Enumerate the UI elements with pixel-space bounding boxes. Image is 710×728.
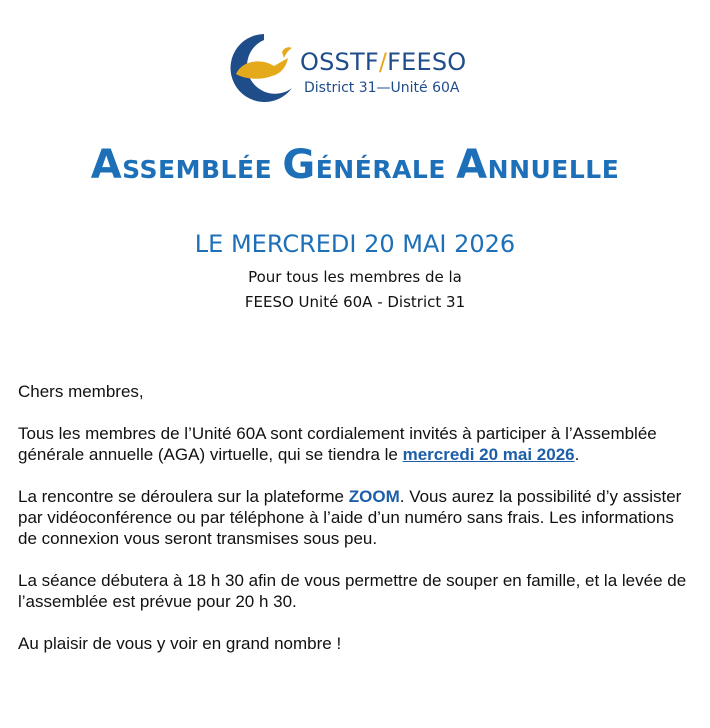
event-date: LE MERCREDI 20 MAI 2026 xyxy=(194,230,516,258)
closing-line: Au plaisir de vous y voir en grand nombre ! xyxy=(18,634,342,653)
audience-line-1: Pour tous les membres de la xyxy=(248,268,462,286)
paragraph-invitation: Tous les membres de l’Unité 60A sont cordialement invités à participer à l’Assemblée générale annuelle (AGA) virtuelle, qui se tiendra le mercredi 20 mai 2026. xyxy=(18,424,657,464)
logo-subtitle: District 31—Unité 60A xyxy=(304,80,460,96)
greeting: Chers membres, xyxy=(18,382,144,401)
zoom-highlight: ZOOM xyxy=(348,487,400,506)
letter-body xyxy=(18,381,694,675)
page-title: ASSEMBLÉE GÉNÉRALE ANNUELLE xyxy=(90,142,620,188)
audience-line-2: FEESO Unité 60A - District 31 xyxy=(244,293,466,311)
paragraph-platform: La rencontre se déroulera sur la plateforme ZOOM. Vous aurez la possibilité d’y assister par vidéoconférence ou par téléphone à l’aide d’un numéro sans frais. Les informations de connexion vous seront transmises sous peu. xyxy=(18,487,682,548)
paragraph-schedule: La séance débutera à 18 h 30 afin de vous permettre de souper en famille, et la levée de l’assemblée est prévue pour 20 h 30. xyxy=(18,571,687,611)
meeting-date-highlight: mercredi 20 mai 2026 xyxy=(402,445,575,464)
osstf-logo xyxy=(224,30,484,104)
logo-name: OSSTF/FEESO xyxy=(300,48,467,76)
oil-lamp-icon xyxy=(224,30,304,104)
